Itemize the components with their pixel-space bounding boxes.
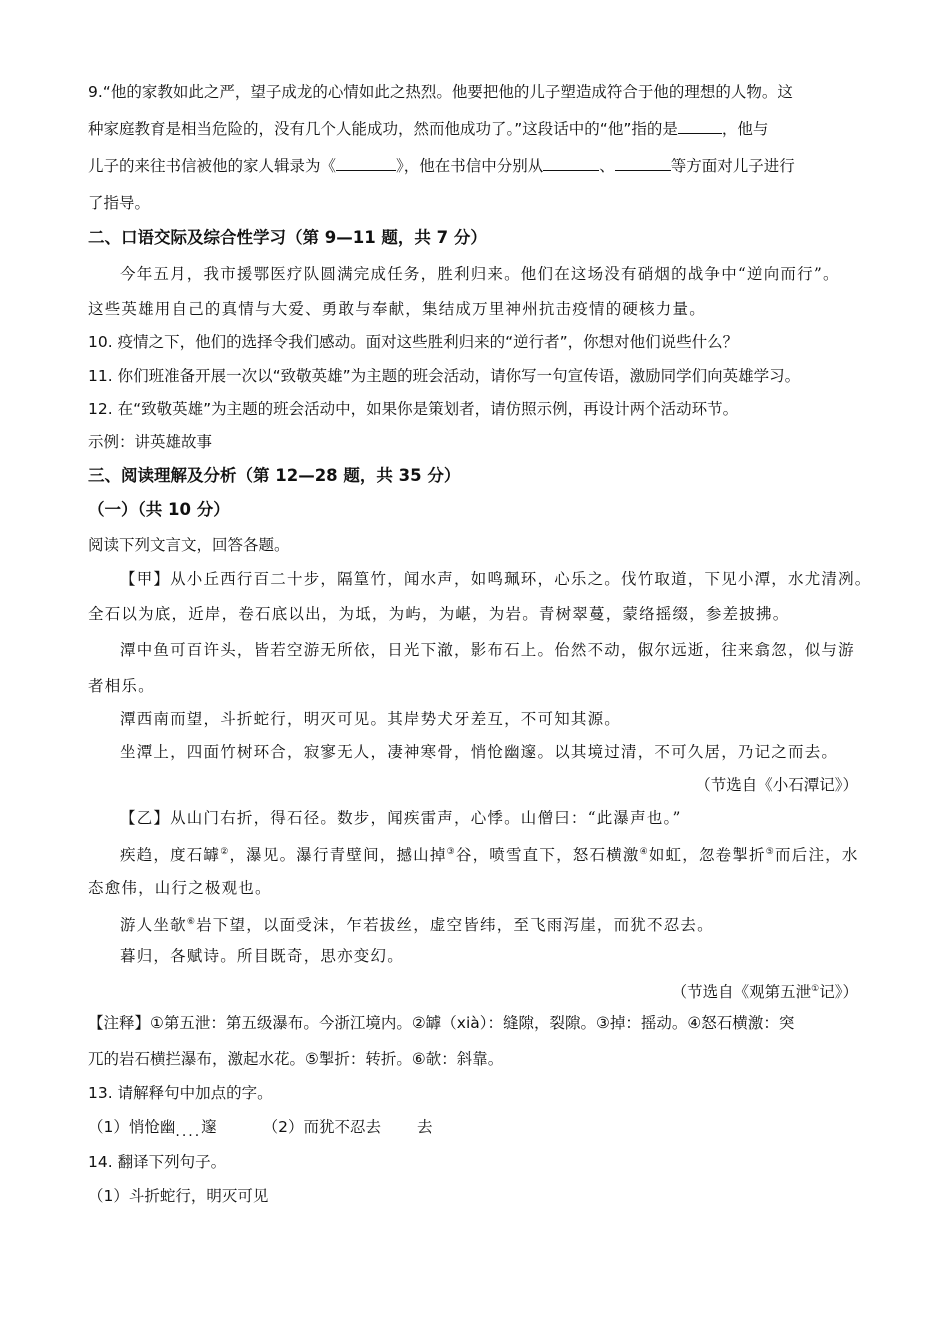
passage-jia-line: 者相乐。 [88, 677, 155, 695]
q9-line-3-tail: 等方面对儿子进行 [670, 157, 795, 175]
passage-yi-text: 如虹，忽卷掣折 [648, 846, 766, 865]
annotation-line-1: 【注释】①第五泄：第五级瀑布。今浙江境内。②罅（xià）：缝隙，裂隙。③掉：摇动。④怒石横激：突 [88, 1014, 795, 1032]
q13-item-1-char: 邃 [201, 1118, 217, 1136]
passage-yi-text: 谷，喷雪直下，怒石横激 [455, 846, 640, 865]
section-2-heading: 二、口语交际及综合性学习（第 9—11 题，共 7 分） [88, 228, 487, 247]
q9-line-3-text: 儿子的来往书信被他的家人辑录为《 [88, 157, 337, 175]
passage-yi-text: 游人坐欹 [120, 916, 187, 935]
q9-line-3-mid: 》，他在书信中分别从 [396, 157, 544, 175]
footnote-marker: ③ [446, 847, 456, 857]
section-3-heading: 三、阅读理解及分析（第 12—28 题，共 35 分） [88, 466, 461, 485]
passage-yi-line: 【乙】从山门右折，得石径。数步，闻疾雷声，心悸。山僧曰：“此瀑声也。” [120, 809, 682, 827]
passage-yi-line: 态愈伟，山行之极观也。 [88, 879, 272, 897]
emphasis-dots: .... [175, 1124, 202, 1140]
passage-jia-line: 坐潭上，四面竹树环合，寂寥无人，凄神寒骨，悄怆幽邃。以其境过清，不可久居，乃记之而去。 [120, 743, 839, 761]
passage-yi-line [120, 842, 859, 865]
q9-line-2-tail: ，他与 [721, 120, 769, 138]
passage-jia-line: 潭西南而望，斗折蛇行，明灭可见。其岸势犬牙差互，不可知其源。 [120, 710, 622, 728]
question-13-items [88, 1117, 432, 1138]
source-text: 记》） [819, 983, 858, 1002]
passage-yi-text: 疾趋，度石罅 [120, 846, 221, 865]
q9-line-4: 了指导。 [88, 194, 151, 212]
q9-line-2 [88, 119, 768, 139]
footnote-marker: ④ [639, 847, 649, 857]
section-2-paragraph-1: 今年五月，我市援鄂医疗队圆满完成任务，胜利归来。他们在这场没有硝烟的战争中“逆向而行”。 [120, 265, 840, 283]
passage-jia-line: 【甲】从小丘西行百二十步，隔篁竹，闻水声，如鸣珮环，心乐之。伐竹取道，下见小潭，水尤清冽。 [120, 570, 872, 588]
footnote-marker: ⑥ [186, 917, 197, 927]
q9-line-3 [88, 156, 795, 176]
annotation-line-2: 兀的岩石横拦瀑布，激起水花。⑤掣折：转折。⑥欹：斜靠。 [88, 1050, 504, 1068]
passage-yi-text: 而后注，水 [775, 846, 859, 865]
reading-instruction: 阅读下列文言文，回答各题。 [88, 536, 290, 554]
q9-line-3-sep: 、 [599, 157, 615, 175]
question-10: 10. 疫情之下，他们的选择令我们感动。面对这些胜利归来的“逆行者”，你想对他们说些什么？ [88, 333, 739, 351]
q9-line-1: 9.“他的家教如此之严，望子成龙的心情如此之热烈。他要把他的儿子塑造成符合于他的理想的人物。这 [88, 83, 793, 101]
question-14-item-1: （1）斗折蛇行，明灭可见 [88, 1187, 269, 1205]
q13-item-2: （2）而犹不忍去 [262, 1118, 381, 1136]
question-12: 12. 在“致敬英雄”为主题的班会活动中，如果你是策划者，请仿照示例，再设计两个活动环节。 [88, 400, 739, 418]
footnote-marker: ① [811, 984, 820, 994]
answer-blank[interactable] [543, 156, 599, 171]
passage-jia-line: 全石以为底，近岸，卷石底以出，为坻，为屿，为嵁，为岩。青树翠蔓，蒙络摇缀，参差披拂。 [88, 605, 790, 623]
question-13: 13. 请解释句中加点的字。 [88, 1084, 273, 1102]
q13-item-1: （1）悄怆幽 [88, 1118, 176, 1136]
answer-blank[interactable] [678, 119, 722, 134]
question-14: 14. 翻译下列句子。 [88, 1153, 227, 1171]
passage-yi-source [672, 979, 858, 1002]
answer-blank[interactable] [336, 156, 396, 171]
footnote-marker: ② [220, 847, 230, 857]
source-text: （节选自《观第五泄 [671, 983, 812, 1002]
q13-item-2-char: 去 [416, 1118, 433, 1136]
example-text: 示例：讲英雄故事 [88, 433, 213, 451]
answer-blank[interactable] [615, 156, 671, 171]
passage-jia-source: （节选自《小石潭记》） [695, 776, 858, 794]
passage-yi-text: 岩下望，以面受沫，乍若拔丝，虚空皆纬，至飞雨泻崖，而犹不忍去。 [196, 916, 714, 935]
q9-line-2-text: 种家庭教育是相当危险的，没有几个人能成功，然而他成功了。”这段话中的“他”指的是 [88, 120, 678, 138]
subsection-1-heading: （一）（共 10 分） [88, 500, 230, 519]
question-11: 11. 你们班准备开展一次以“致敬英雄”为主题的班会活动，请你写一句宣传语，激励同学们向英雄学习。 [88, 367, 801, 385]
section-2-paragraph-2: 这些英雄用自己的真情与大爱、勇敢与奉献，集结成万里神州抗击疫情的硬核力量。 [88, 300, 706, 318]
passage-yi-line [120, 912, 714, 935]
passage-yi-line: 暮归，各赋诗。所目既奇，思亦变幻。 [120, 947, 404, 965]
passage-yi-text: ，瀑见。瀑行青壁间，撼山掉 [229, 846, 447, 865]
footnote-marker: ⑤ [765, 847, 776, 857]
passage-jia-line: 潭中鱼可百许头，皆若空游无所依，日光下澈，影布石上。佁然不动，俶尔远逝，往来翕忽，似与游 [120, 641, 855, 659]
